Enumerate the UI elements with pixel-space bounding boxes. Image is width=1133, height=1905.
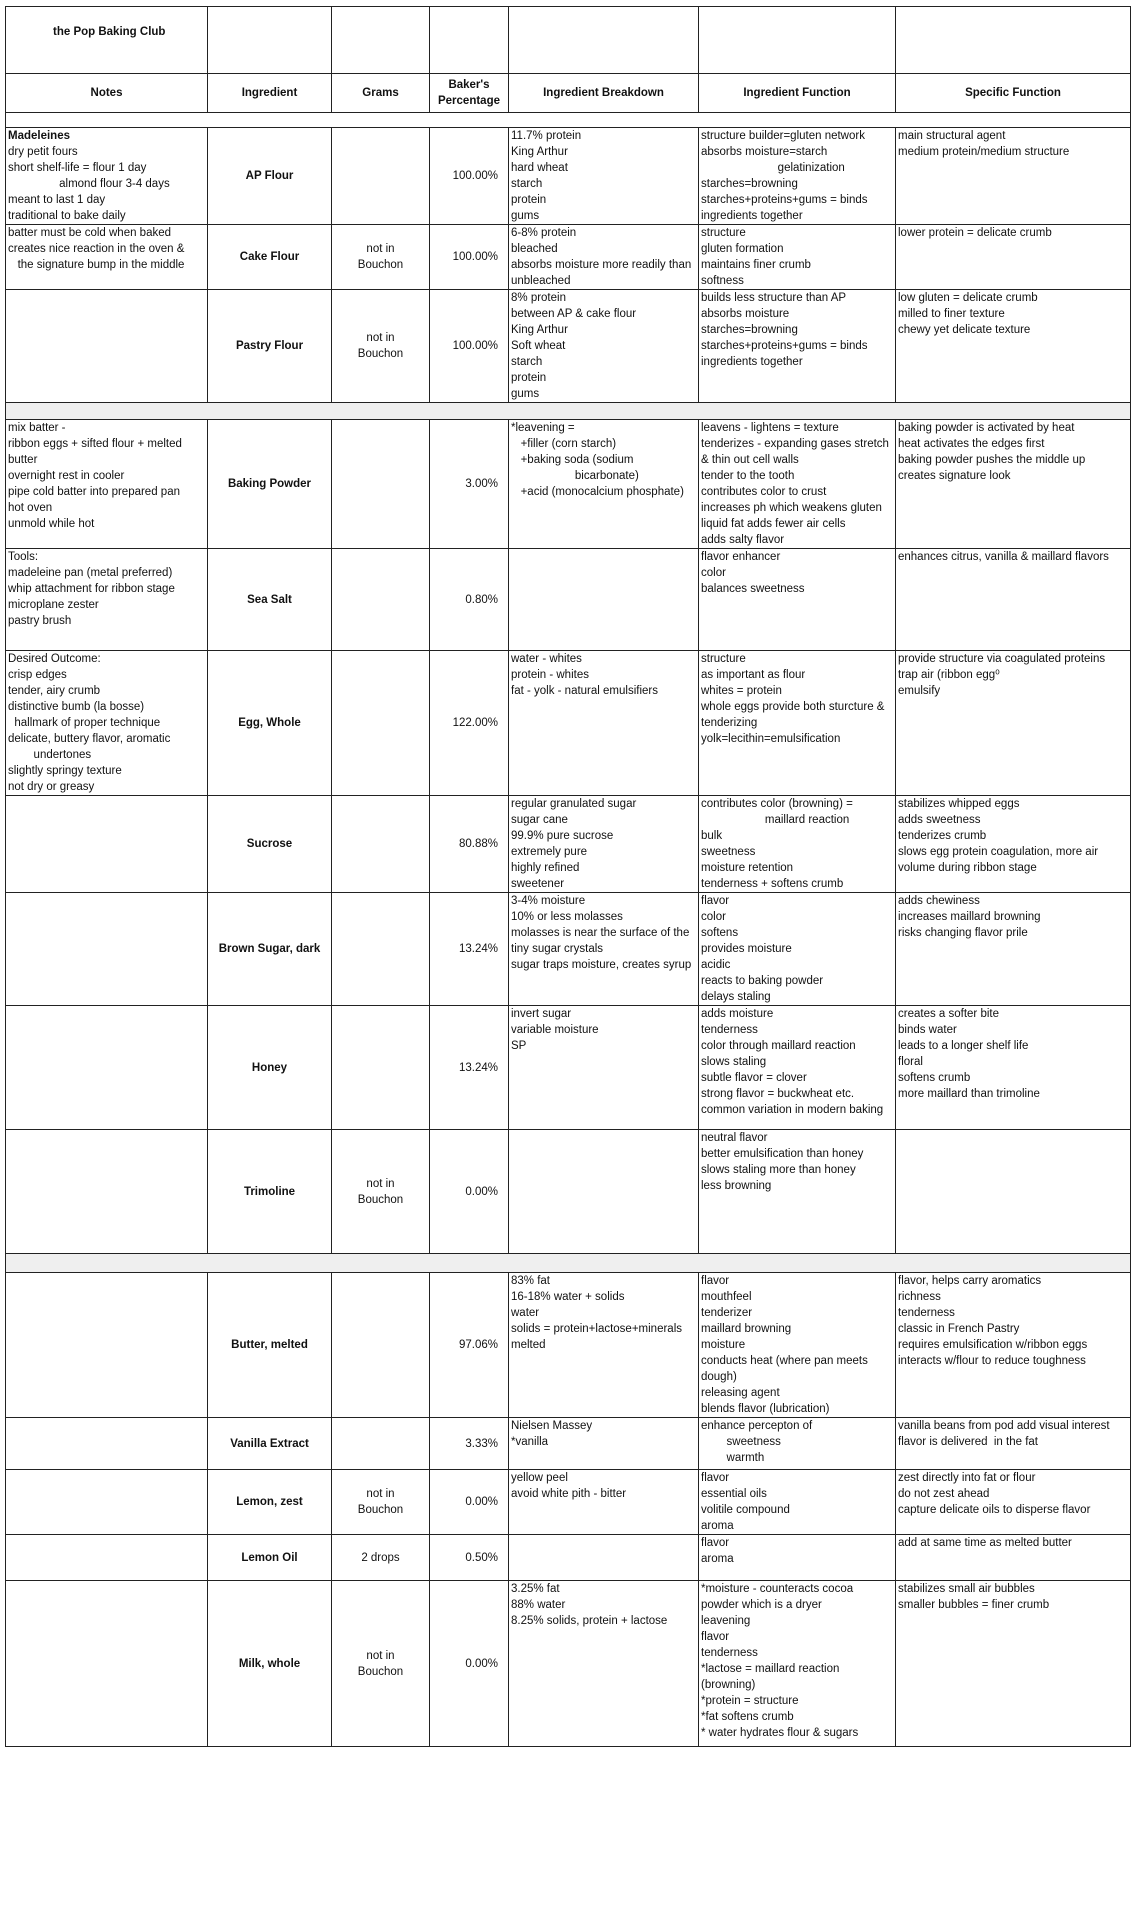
header-grams: Grams	[332, 74, 430, 113]
header-ingredient-breakdown: Ingredient Breakdown	[509, 74, 699, 113]
ingredient-cell	[208, 549, 332, 651]
breakdown-cell	[509, 225, 699, 290]
breakdown-cell-text: invert sugar variable moisture SP	[511, 1008, 599, 1052]
ingredient-cell	[208, 128, 332, 225]
breakdown-cell-text: Nielsen Massey *vanilla	[511, 1420, 593, 1448]
ingredient-cell	[208, 1130, 332, 1254]
table-row	[6, 796, 1131, 893]
ingredient-cell	[208, 1535, 332, 1581]
breakdown-cell	[509, 1273, 699, 1418]
grams-cell-text: not in Bouchon	[357, 1488, 404, 1516]
ingredient-cell-text: Egg, Whole	[238, 717, 301, 729]
function-cell	[699, 1470, 896, 1535]
ingredient-cell-text: Pastry Flour	[235, 340, 304, 352]
function-cell	[699, 128, 896, 225]
table-row	[6, 1130, 1131, 1254]
function-cell-text: enhance percepton of sweetness warmth	[701, 1420, 813, 1464]
notes-text: Tools: madeleine pan (metal preferred) whip attachment for ribbon stage microplane zester pastry brush	[8, 551, 175, 627]
notes-cell	[6, 420, 208, 549]
grams-cell-text: not in Bouchon	[357, 1649, 404, 1678]
ingredient-cell-text: Sea Salt	[247, 593, 292, 606]
specific-function-cell-text: flavor, helps carry aromatics richness tenderness classic in French Pastry requires emulsification w/ribbon eggs interacts w/flour to reduce toughness	[898, 1275, 1088, 1367]
specific-function-cell	[896, 1130, 1131, 1254]
percentage-cell-text: 3.00%	[465, 478, 498, 490]
breakdown-cell-text: 83% fat 16-18% water + solids water solids = protein+lactose+minerals melted	[511, 1275, 682, 1351]
ingredient-cell	[208, 651, 332, 796]
header-bakers-percentage: Baker's Percentage	[430, 74, 509, 113]
function-cell	[699, 1418, 896, 1470]
table-row	[6, 1581, 1131, 1747]
function-cell	[699, 1273, 896, 1418]
function-cell-text: contributes color (browning) = maillard reaction bulk sweetness moisture retention tenderness + softens crumb	[701, 798, 853, 890]
specific-function-cell-text: low gluten = delicate crumb milled to finer texture chewy yet delicate texture	[898, 292, 1038, 336]
title-row	[6, 7, 1131, 74]
notes-title: Madeleines	[8, 130, 70, 142]
specific-function-cell	[896, 796, 1131, 893]
percentage-cell	[430, 225, 509, 290]
percentage-cell	[430, 893, 509, 1006]
percentage-cell-text: 122.00%	[452, 717, 498, 729]
function-cell-text: builds less structure than AP absorbs moisture starches=browning starches+proteins+gums = binds ingredients together	[701, 292, 868, 368]
notes-cell	[6, 651, 208, 796]
ingredient-cell	[208, 1006, 332, 1130]
breakdown-cell	[509, 290, 699, 403]
notes-cell	[6, 225, 208, 290]
ingredient-cell-text: Brown Sugar, dark	[218, 943, 321, 955]
notes-cell	[6, 893, 208, 1006]
specific-function-cell	[896, 1470, 1131, 1535]
function-cell	[699, 651, 896, 796]
breakdown-cell	[509, 1581, 699, 1747]
breakdown-cell	[509, 1006, 699, 1130]
table-row	[6, 1470, 1131, 1535]
specific-function-cell	[896, 1535, 1131, 1581]
sheet-title: the Pop Baking Club	[53, 26, 166, 38]
table-row	[6, 651, 1131, 796]
specific-function-cell-text: vanilla beans from pod add visual interest flavor is delivered in the fat	[898, 1420, 1110, 1448]
grams-cell-text: not in Bouchon	[357, 243, 404, 271]
breakdown-cell	[509, 1470, 699, 1535]
recipe-sheet	[5, 6, 1130, 1747]
specific-function-cell-text: lower protein = delicate crumb	[898, 227, 1052, 239]
breakdown-cell-text: 3.25% fat 88% water 8.25% solids, protein + lactose	[511, 1583, 668, 1627]
ingredient-cell-text: Sucrose	[246, 838, 293, 850]
notes-cell	[6, 796, 208, 893]
percentage-cell	[430, 651, 509, 796]
specific-function-cell-text: adds chewiness increases maillard browning risks changing flavor prile	[898, 895, 1041, 939]
notes-cell	[6, 1006, 208, 1130]
notes-cell	[6, 1418, 208, 1470]
breakdown-cell	[509, 1130, 699, 1254]
ingredient-cell-text: AP Flour	[245, 170, 294, 182]
percentage-cell-text: 80.88%	[458, 838, 498, 850]
notes-text: dry petit fours short shelf-life = flour 1 day almond flour 3-4 days meant to last 1 day traditional to bake daily	[8, 146, 170, 222]
function-cell-text: flavor aroma	[701, 1537, 734, 1565]
function-cell	[699, 1581, 896, 1747]
breakdown-cell	[509, 796, 699, 893]
header-notes: Notes	[6, 74, 208, 113]
function-cell-text: structure gluten formation maintains finer crumb softness	[701, 227, 811, 287]
grams-cell	[332, 1418, 430, 1470]
percentage-cell	[430, 420, 509, 549]
table-row	[6, 290, 1131, 403]
specific-function-cell	[896, 128, 1131, 225]
table-row	[6, 1006, 1131, 1130]
breakdown-cell-text: yellow peel avoid white pith - bitter	[511, 1472, 627, 1500]
table-row	[6, 893, 1131, 1006]
ingredient-cell	[208, 893, 332, 1006]
function-cell-text: structure builder=gluten network absorbs moisture=starch gelatinization starches=browning starches+proteins+gums = binds ingredients together	[701, 130, 868, 222]
grams-cell	[332, 225, 430, 290]
ingredient-table	[5, 6, 1131, 1747]
function-cell-text: structure as important as flour whites = protein whole eggs provide both sturcture & tenderizing yolk=lecithin=emulsification	[701, 653, 885, 745]
percentage-cell-text: 3.33%	[465, 1437, 498, 1450]
percentage-cell-text: 100.00%	[452, 340, 498, 352]
notes-cell	[6, 128, 208, 225]
table-row	[6, 1273, 1131, 1418]
percentage-cell	[430, 796, 509, 893]
ingredient-cell	[208, 1581, 332, 1747]
percentage-cell-text: 100.00%	[452, 251, 498, 263]
ingredient-cell-text: Lemon, zest	[236, 1496, 303, 1508]
ingredient-cell-text: Butter, melted	[231, 1339, 308, 1351]
specific-function-cell	[896, 549, 1131, 651]
ingredient-cell	[208, 290, 332, 403]
notes-cell	[6, 549, 208, 651]
breakdown-cell-text: regular granulated sugar sugar cane 99.9% pure sucrose extremely pure highly refined sweetener	[511, 798, 637, 890]
specific-function-cell-text: baking powder is activated by heat heat activates the edges first baking powder pushes the middle up creates signature look	[898, 422, 1086, 482]
percentage-cell-text: 100.00%	[452, 170, 498, 182]
percentage-cell-text: 0.00%	[465, 1496, 498, 1508]
ingredient-cell	[208, 225, 332, 290]
specific-function-cell	[896, 1418, 1131, 1470]
table-row	[6, 1418, 1131, 1470]
specific-function-cell-text: add at same time as melted butter	[898, 1537, 1072, 1549]
grams-cell	[332, 1535, 430, 1581]
percentage-cell-text: 0.80%	[465, 593, 498, 606]
specific-function-cell-text: enhances citrus, vanilla & maillard flavors	[898, 551, 1109, 563]
row-spacer	[6, 403, 1131, 420]
breakdown-cell	[509, 420, 699, 549]
header-row	[6, 74, 1131, 113]
percentage-cell	[430, 549, 509, 651]
grams-cell-text: 2 drops	[361, 1551, 400, 1564]
function-cell-text: flavor color softens provides moisture acidic reacts to baking powder delays staling	[701, 895, 824, 1003]
specific-function-cell-text: stabilizes whipped eggs adds sweetness tenderizes crumb slows egg protein coagulation, more air volume during ribbon stage	[898, 798, 1099, 874]
header-specific-function: Specific Function	[896, 74, 1131, 113]
grams-cell	[332, 420, 430, 549]
table-row	[6, 1535, 1131, 1581]
breakdown-cell	[509, 128, 699, 225]
specific-function-cell	[896, 651, 1131, 796]
breakdown-cell	[509, 1535, 699, 1581]
function-cell	[699, 1130, 896, 1254]
notes-cell	[6, 1273, 208, 1418]
ingredient-cell-text: Milk, whole	[238, 1657, 301, 1670]
specific-function-cell	[896, 893, 1131, 1006]
grams-cell	[332, 290, 430, 403]
table-row	[6, 128, 1131, 225]
function-cell	[699, 1006, 896, 1130]
function-cell-text: leavens - lightens = texture tenderizes - expanding gases stretch & thin out cell walls tender to the tooth contributes color to crust increases ph which weakens gluten liquid fat adds fewer air cells adds salty flavor	[701, 422, 889, 546]
specific-function-cell-text: zest directly into fat or flour do not zest ahead capture delicate oils to disperse flavor	[898, 1472, 1091, 1516]
grams-cell	[332, 796, 430, 893]
percentage-cell	[430, 1581, 509, 1747]
function-cell	[699, 1535, 896, 1581]
percentage-cell-text: 0.50%	[465, 1551, 498, 1564]
ingredient-cell	[208, 1418, 332, 1470]
breakdown-cell	[509, 651, 699, 796]
ingredient-cell-text: Lemon Oil	[241, 1551, 298, 1564]
percentage-cell	[430, 1470, 509, 1535]
notes-cell	[6, 1581, 208, 1747]
percentage-cell	[430, 1273, 509, 1418]
function-cell-text: *moisture - counteracts cocoa powder which is a dryer leavening flavor tenderness *lactose = maillard reaction (browning) *protein = structure *fat softens crumb * water hydrates flour & sugars	[701, 1583, 859, 1739]
breakdown-cell-text: water - whites protein - whites fat - yolk - natural emulsifiers	[511, 653, 658, 697]
percentage-cell	[430, 290, 509, 403]
grams-cell	[332, 1581, 430, 1747]
breakdown-cell	[509, 1418, 699, 1470]
function-cell-text: flavor essential oils volitile compound aroma	[701, 1472, 790, 1532]
specific-function-cell	[896, 1273, 1131, 1418]
function-cell-text: flavor mouthfeel tenderizer maillard browning moisture conducts heat (where pan meets dough) releasing agent blends flavor (lubrication)	[701, 1275, 868, 1415]
percentage-cell-text: 97.06%	[458, 1339, 498, 1351]
table-row	[6, 549, 1131, 651]
function-cell-text: neutral flavor better emulsification than honey slows staling more than honey less browning	[701, 1132, 864, 1192]
percentage-cell	[430, 1006, 509, 1130]
notes-text: Desired Outcome: crisp edges tender, airy crumb distinctive bumb (la bosse) hallmark of proper technique delicate, buttery flavor, aromatic undertones slightly springy texture not dry or greasy	[8, 653, 171, 793]
function-cell	[699, 893, 896, 1006]
ingredient-cell	[208, 796, 332, 893]
specific-function-cell	[896, 290, 1131, 403]
specific-function-cell	[896, 1006, 1131, 1130]
percentage-cell-text: 0.00%	[465, 1657, 498, 1670]
specific-function-cell	[896, 1581, 1131, 1747]
table-row	[6, 420, 1131, 549]
ingredient-cell	[208, 1273, 332, 1418]
breakdown-cell-text: 3-4% moisture 10% or less molasses molasses is near the surface of the tiny sugar crystals sugar traps moisture, creates syrup	[511, 895, 692, 971]
header-ingredient: Ingredient	[208, 74, 332, 113]
grams-cell	[332, 128, 430, 225]
percentage-cell	[430, 1535, 509, 1581]
breakdown-cell-text: 11.7% protein King Arthur hard wheat starch protein gums	[511, 130, 582, 222]
function-cell	[699, 420, 896, 549]
table-row	[6, 225, 1131, 290]
row-spacer	[6, 1254, 1131, 1273]
specific-function-cell-text: main structural agent medium protein/medium structure	[898, 130, 1070, 158]
ingredient-cell	[208, 1470, 332, 1535]
ingredient-cell-text: Cake Flour	[239, 251, 300, 263]
percentage-cell-text: 0.00%	[465, 1185, 498, 1198]
percentage-cell-text: 13.24%	[458, 1061, 498, 1074]
specific-function-cell-text: stabilizes small air bubbles smaller bubbles = finer crumb	[898, 1583, 1050, 1611]
function-cell-text: flavor enhancer color balances sweetness	[701, 551, 805, 595]
grams-cell	[332, 893, 430, 1006]
specific-function-cell	[896, 420, 1131, 549]
grams-cell-text: not in Bouchon	[357, 1177, 404, 1206]
breakdown-cell-text: *leavening = +filler (corn starch) +baking soda (sodium bicarbonate) +acid (monocalcium phosphate)	[511, 422, 684, 498]
ingredient-cell-text: Honey	[251, 1061, 288, 1074]
specific-function-cell-text: creates a softer bite binds water leads to a longer shelf life floral softens crumb more maillard than trimoline	[898, 1008, 1040, 1100]
notes-text: batter must be cold when baked creates nice reaction in the oven & the signature bump in the middle	[8, 227, 185, 271]
percentage-cell-text: 13.24%	[458, 943, 498, 955]
ingredient-cell-text: Trimoline	[243, 1185, 296, 1198]
grams-cell	[332, 651, 430, 796]
breakdown-cell-text: 6-8% protein bleached absorbs moisture more readily than unbleached	[511, 227, 692, 287]
grams-cell-text: not in Bouchon	[357, 332, 404, 360]
specific-function-cell	[896, 225, 1131, 290]
grams-cell	[332, 1273, 430, 1418]
header-spacer	[6, 113, 1131, 128]
function-cell-text: adds moisture tenderness color through maillard reaction slows staling subtle flavor = clover strong flavor = buckwheat etc. common variation in modern baking	[701, 1008, 884, 1116]
grams-cell	[332, 549, 430, 651]
percentage-cell	[430, 128, 509, 225]
breakdown-cell-text: 8% protein between AP & cake flour King Arthur Soft wheat starch protein gums	[511, 292, 637, 400]
ingredient-cell	[208, 420, 332, 549]
function-cell	[699, 549, 896, 651]
breakdown-cell	[509, 893, 699, 1006]
notes-cell	[6, 290, 208, 403]
notes-cell	[6, 1130, 208, 1254]
notes-text: mix batter - ribbon eggs + sifted flour + melted butter overnight rest in cooler pipe cold batter into prepared pan hot oven unmold while hot	[8, 422, 182, 530]
ingredient-cell-text: Vanilla Extract	[230, 1437, 309, 1450]
function-cell	[699, 796, 896, 893]
specific-function-cell-text: provide structure via coagulated proteins trap air (ribbon egg⁰ emulsify	[898, 653, 1106, 697]
notes-cell	[6, 1535, 208, 1581]
grams-cell	[332, 1470, 430, 1535]
grams-cell	[332, 1130, 430, 1254]
function-cell	[699, 225, 896, 290]
grams-cell	[332, 1006, 430, 1130]
ingredient-cell-text: Baking Powder	[227, 478, 312, 490]
title-cell	[6, 7, 208, 74]
notes-cell	[6, 1470, 208, 1535]
breakdown-cell	[509, 549, 699, 651]
percentage-cell	[430, 1130, 509, 1254]
header-ingredient-function: Ingredient Function	[699, 74, 896, 113]
function-cell	[699, 290, 896, 403]
percentage-cell	[430, 1418, 509, 1470]
